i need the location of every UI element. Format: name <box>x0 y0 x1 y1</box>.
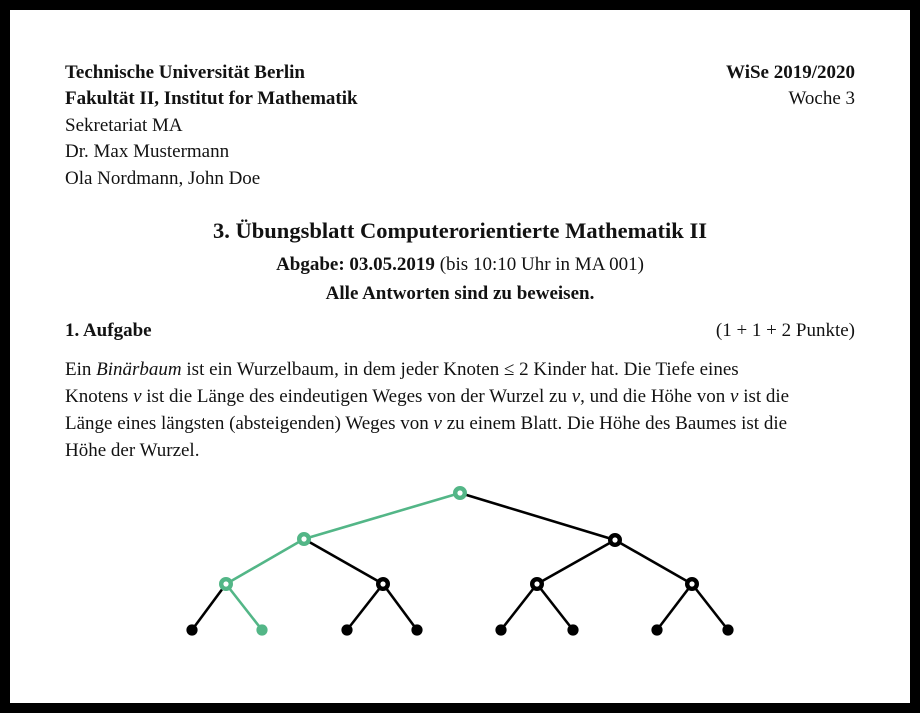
text-line: Sekretariat MA <box>65 114 183 136</box>
tree-node-rrr <box>722 624 733 635</box>
text-line: WiSe 2019/2020 <box>726 62 855 83</box>
tree-node-rlr <box>567 624 578 635</box>
tree-node-r <box>610 535 620 545</box>
italic-text: v <box>433 413 442 434</box>
tree-edge <box>501 584 537 630</box>
tree-edge <box>226 584 262 630</box>
tree-node-rrl <box>651 624 662 635</box>
italic-text: v <box>730 386 739 407</box>
tree-node-lrr <box>411 624 422 635</box>
tree-edge <box>304 493 460 539</box>
tree-edge <box>615 540 692 584</box>
task-points: (1 + 1 + 2 Punkte) <box>715 320 855 341</box>
plain-text: ist die Länge des eindeutigen Weges von der Wurzel zu <box>141 386 572 407</box>
tree-edge <box>192 584 226 630</box>
paragraph-line <box>65 410 865 437</box>
header-right <box>726 60 855 113</box>
tree-node-llr <box>256 624 267 635</box>
text-line: Fakultät II, Institut for Mathematik <box>65 88 358 110</box>
italic-text: Binärbaum <box>96 359 182 380</box>
plain-text: ist ein Wurzelbaum, in dem jeder Knoten ≤ 2 Kinder hat. Die Tiefe eines <box>181 359 739 380</box>
text-line: Ola Nordmann, John Doe <box>65 167 261 189</box>
tree-node-rl <box>532 579 542 589</box>
italic-text: v <box>571 386 581 407</box>
text-line: Dr. Max Mustermann <box>65 141 230 163</box>
tree-edge <box>657 584 692 630</box>
italic-text: v <box>133 386 142 407</box>
tree-node-rll <box>495 624 506 635</box>
plain-text: Höhe der Wurzel. <box>65 440 200 461</box>
sheet-title: 3. Übungsblatt Computerorientierte Mathematik II <box>213 218 707 243</box>
plain-text: zu einem Blatt. Die Höhe des Baumes ist die <box>441 413 788 434</box>
plain-text: ist die <box>738 386 790 407</box>
tree-edge <box>692 584 728 630</box>
tree-node-l <box>299 534 309 544</box>
tree-edge <box>537 540 615 584</box>
paragraph-line <box>65 383 865 410</box>
tree-node-lll <box>186 624 197 635</box>
text-line: Woche 3 <box>788 88 855 110</box>
task-row <box>65 320 855 342</box>
plain-text: , und die Höhe von <box>580 386 730 407</box>
tree-node-lr <box>378 579 388 589</box>
proof-notice: Alle Antworten sind zu beweisen. <box>325 283 595 304</box>
tree-node-ll <box>221 579 231 589</box>
tree-node-lrl <box>341 624 352 635</box>
text-line: Technische Universität Berlin <box>65 62 305 83</box>
tree-edge <box>537 584 573 630</box>
tree-edge <box>347 584 383 630</box>
tree-edge <box>226 539 304 584</box>
tree-node-root <box>455 488 465 498</box>
tree-node-rr <box>687 579 697 589</box>
deadline-line <box>0 254 920 276</box>
tree-edge <box>304 539 383 584</box>
plain-text: Länge eines längsten (absteigenden) Weges von <box>65 413 434 434</box>
tree-edge <box>460 493 615 540</box>
plain-text: Knotens <box>65 386 134 407</box>
intro-paragraph <box>65 356 865 464</box>
plain-text: Ein <box>65 359 97 380</box>
header-left <box>65 60 358 192</box>
tree-edge <box>383 584 417 630</box>
paragraph-line <box>65 356 865 383</box>
task-label: 1. Aufgabe <box>65 320 152 341</box>
paragraph-line <box>65 437 865 464</box>
deadline-details: (bis 10:10 Uhr in MA 001) <box>434 254 644 275</box>
deadline-date: Abgabe: 03.05.2019 <box>276 254 435 275</box>
